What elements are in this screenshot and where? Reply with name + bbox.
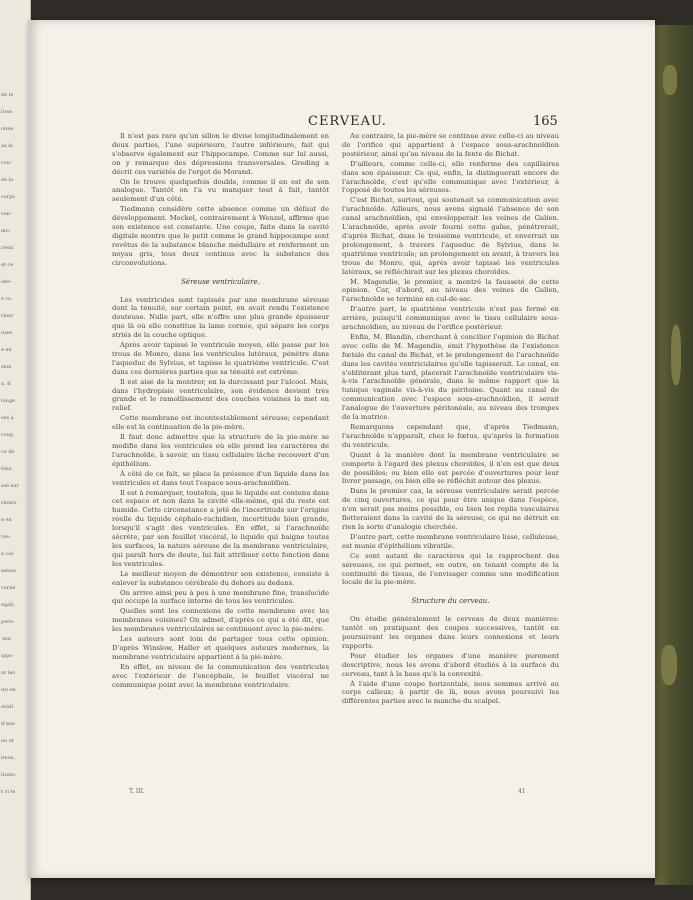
facing-page-fragment: ce de — [1, 449, 15, 455]
paragraph: Pour étudier les organes d'une manière purement descriptive, nous les avons d'abord étudiés à la surface du cerveau, tant à la base qu'à la convexité. — [342, 651, 559, 678]
paragraph: En effet, au niveau de la communication des ventricules avec l'extérieur de l'encéphale, le feuillet viscéral ne communique point avec la membrane ventriculaire. — [112, 662, 329, 689]
facing-page-fragment: longe — [1, 398, 15, 404]
facing-page-fragment: ire en — [1, 687, 16, 693]
facing-page-fragment: a. Il — [1, 381, 11, 387]
facing-page-fragment: lisses, — [1, 772, 17, 778]
facing-page-fragment: coup, — [1, 432, 15, 438]
facing-page-fragment: ssé sur — [1, 483, 19, 489]
facing-page-fragment: e en — [1, 517, 12, 523]
paragraph: Le meilleur moyen de démontrer son existence, consiste à enlever la substance cérébrale du dehors au dedans. — [112, 569, 329, 587]
facing-page-fragment: a cal- — [1, 551, 15, 557]
paragraph: Enfin, M. Blandin, cherchant à concilier l'opinion de Bichat avec celle de M. Magendie, émit l'hypothèse de l'existence fœtale du canal de Bichat, et le prolongement de l'arachnoïde dans les cavités ventriculaires qu'elle tapisserait. Le canal, en s'oblitérant plus tard, placerait l'arachnoïde ventriculaire vis-à-vis l'arachnoïde générale, dans le même rapport que la tunique vaginale vis-à-vis du péritoine. Quant au canal de communication avec l'espace sous-arachnoïdien, il serait l'analogue de l'ouverture péritonéale, au niveau des trompes de la matrice. — [342, 332, 559, 422]
facing-page-fragment: cou- — [1, 160, 12, 166]
section-heading: Séreuse ventriculaire. — [181, 277, 260, 286]
facing-page-fragment: res- — [1, 534, 11, 540]
facing-page-fragment: bles, — [1, 466, 13, 472]
paragraph: Au contraire, la pie-mère se continue avec celle-ci au niveau de l'orifice qui appartient à l'espace sous-arachnoïdien postérieur, ainsi qu'au niveau de la fente de Bichat. — [342, 132, 559, 158]
paragraph: Ce sont autant de caractères qui la rapprochent des séreuses, ce qui permet, en outre, en tenant compte de la continuité de tissus, de l'envisager comme une modification locale de la pie-mère. — [342, 551, 559, 587]
facing-page-fragment: e ro — [1, 296, 11, 302]
left-text-column — [112, 132, 329, 792]
right-text-column — [342, 132, 559, 792]
facing-page-fragment: iste- — [1, 279, 12, 285]
signature-number: 41 — [518, 788, 526, 795]
section-heading: Structure du cerveau. — [411, 597, 490, 606]
paragraph: On le trouve quelquefois double, comme il en est de son analogue. Tantôt on l'a vu manquer tout à fait, tantôt seulement d'un côté. — [112, 177, 329, 204]
paragraph: D'autre part, cette membrane ventriculaire lisse, celluleuse, est munie d'épithélium vibratile. — [342, 532, 559, 550]
paragraph: À l'aide d'une coupe horizontale, nous sommes arrivé au corps calleux; à partir de là, nous avons poursuivi les différentes parties avec le manche du scalpel. — [342, 679, 559, 706]
facing-page-fragment: ippo- — [1, 653, 14, 659]
facing-page-fragment: et ce — [1, 262, 14, 268]
paragraph: À côté de ce fait, se place la présence d'un liquide dans les ventricules et dans tout l'espace sous-arachnoïdien. — [112, 469, 329, 487]
paragraph: Quelles sont les connexions de cette membrane avec les membranes voisines? On admet, d'après ce qui a été dit, que les membranes ventriculaires se continuent avec la pie-mère. — [112, 607, 329, 634]
facing-page-fragment: de le — [1, 92, 14, 98]
facing-page-fragment: rieur — [1, 313, 14, 319]
facing-page-fragment: onne — [1, 126, 14, 132]
facing-page-fragment: ses à — [1, 415, 14, 421]
book-binding — [655, 25, 693, 885]
paragraph: Dans le premier cas, la séreuse ventriculaire serait percée de cinq ouvertures, ce qui pour être unique dans l'espèce, n'en serait pas moins possible, ou bien les replis vasculaires flotteraient dans la cavité de la séreuse, ce qui ne détruit en rien la sorte d'analogie cherchée. — [342, 487, 559, 531]
paragraph: On arrive ainsi peu à peu à une membrane fine, translucide qui occupe la surface interne de tous les ventricules. — [112, 588, 329, 606]
page-number: 165 — [533, 114, 558, 129]
facing-page-fragment: ée la — [1, 177, 14, 183]
facing-page-fragment: uses — [1, 330, 13, 336]
facing-page-edge — [0, 0, 31, 900]
facing-page-fragment: ar les — [1, 670, 16, 676]
facing-page-fragment: as la — [1, 143, 13, 149]
paragraph: On étudie généralement le cerveau de deux manières: tantôt en pratiquant des coupes successives, tantôt en poursuivant les organes dans leurs connexions et leurs rapports. — [342, 615, 559, 650]
paragraph: Tiedmann considère cette absence comme un défaut de développement. Meckel, contrairement à Wenzel, affirme que son existence est constante. Une coupe, faite dans la cavité digitale montre que le petit comme le grand hippocampe sont revêtus de la substance blanche médullaire et renferment un noyau gris, tous deux continus avec la substance des circonvolutions. — [112, 205, 329, 267]
facing-page-fragment: lisse — [1, 109, 13, 115]
paragraph: Après avoir tapissé le ventricule moyen, elle passe par les trous de Monro, dans les ventricules latéraux, pénètre dans l'aqueduc de Sylvius, et tapisse le quatrième ventricule. C'est dans ces dernières parties que sa ténuité est extrême. — [112, 341, 329, 376]
facing-page-fragment: d'une — [1, 721, 15, 727]
paragraph: Il est aisé de la montrer, en la durcissant par l'alcool. Mais, dans l'hydropisie ventriculaire, son évidence devient très grande et le ramollissement des couches voisines la met en relief. — [112, 377, 329, 413]
facing-page-fragment: avait — [1, 704, 14, 710]
facing-page-fragment: on et — [1, 738, 14, 744]
paragraph: Il est à remarquer, toutefois, que le liquide est contenu dans cet espace et non dans la cavité elle-même, qui du reste est humide. Cette circonstance a jeté de l'incertitude sur l'origine réelle du liquide céphalo-rachidien, incertitude bien grande, lorsqu'il s'agit des ventricules. En effet, si l'arachnoïde sécrète, par son feuillet viscéral, le liquide qui baigne toutes les surfaces, la nature séreuse de la membrane ventriculaire, qui paraît hors de doute, lui fait attribuer cette fonction dans les ventricules. — [112, 488, 329, 568]
paragraph: D'autre part, le quatrième ventricule n'est pas fermé en arrière, puisqu'il communique avec le tissu cellulaire sous-arachnoïdien, au niveau de l'orifice postérieur. — [342, 305, 559, 332]
facing-page-fragment: iteux, — [1, 755, 16, 761]
facing-page-fragment: neuse — [1, 568, 16, 574]
paragraph: Cette membrane est incontestablement séreuse; cependant elle est la continuation de la pie-mère. — [112, 414, 329, 432]
paragraph: Il n'est pas rare qu'un sillon le divise longitudinalement en deux parties, l'une supérieure, l'autre inférieure, fait qui s'observe également sur l'hippocampe. Comme sur lui aussi, on y remarque des dépressions transversales. Greding a décrit ces variétés de l'ergot de Morand. — [112, 132, 329, 176]
facing-page-fragment: pero- — [1, 619, 15, 625]
facing-page-fragment: rieure — [1, 500, 17, 506]
paragraph: C'est Bichat, surtout, qui soutenait sa communication avec l'arachnoïde. Ailleurs, nous avons signalé l'absence de son canal arachnoïdien, qui envelopperait les veines de Galien. L'arachnoïde, après avoir fourni cette gaîne, pénétrerait, d'après Bichat, dans le troisième ventricule, et enverrait un prolongement, à travers l'aqueduc de Sylvius, dans le quatrième ventricule; un prolongement en avant, à travers les trous de Monro, qui, après avoir tapissé les ventricules latéraux, se réfléchirait sur les plexus choroïdes. — [342, 196, 559, 276]
facing-page-fragment: mo- — [1, 228, 11, 234]
book-page — [28, 20, 655, 878]
paragraph: Il faut donc admettre que la structure de la pie-mère se modifie dans les ventricules où elle prend les caractères de l'arachnoïde, à savoir, un tissu cellulaire lâche recouvert d'un épithélium. — [112, 433, 329, 468]
facing-page-fragment: t vi le — [1, 789, 16, 795]
running-title: CERVEAU. — [308, 114, 387, 129]
paragraph: Les ventricules sont tapissés par une membrane séreuse dont la ténuité, sur certain point, en avait rendu l'existence douteuse. Nulle part, elle n'offre une plus grande épaisseur que là où elle constitue la lame cornée, qui sépare les corps striés de la couche optique. — [112, 295, 329, 340]
paragraph: D'ailleurs, comme celle-ci, elle renferme des capillaires dans son épaisseur. Ce qui, enfin, la distinguerait encore de l'arachnoïde, c'est qu'elle communique avec l'extérieur, à l'opposé de toutes les séreuses. — [342, 159, 559, 195]
facing-page-fragment: egali, — [1, 602, 15, 608]
paragraph: Les auteurs sont loin de partager tous cette opinion. D'après Winslow, Haller et quelques auteurs modernes, la membrane ventriculaire appartient à la pie-mère. — [112, 635, 329, 661]
volume-signature: T. III. — [129, 788, 145, 795]
facing-page-fragment: ,mu- — [1, 636, 13, 642]
paragraph: Quant à la manière dont la membrane ventriculaire se comporte à l'égard des plexus choroïdes, il n'en est que deux de possibles; ou bien elle est percée d'ouvertures pour leur livrer passage, ou bien elle se réfléchit autour des plexus. — [342, 450, 559, 486]
facing-page-fragment: corne — [1, 585, 16, 591]
facing-page-fragment: rieur, — [1, 245, 15, 251]
facing-page-fragment: sion — [1, 364, 12, 370]
page-header — [28, 114, 655, 134]
paragraph: M. Magendie, le premier, a montré la fausseté de cette opinion. Car, d'abord, au niveau des veines de Galien, l'arachnoïde se termine en cul-de-sac. — [342, 277, 559, 304]
facing-page-fragment: e en — [1, 347, 12, 353]
facing-page-fragment: ven- — [1, 211, 12, 217]
facing-page-fragment: corps — [1, 194, 15, 200]
paragraph: Remarquons cependant que, d'après Tiedmann, l'arachnoïde n'apparaît, chez le fœtus, qu'après la formation du ventricule. — [342, 423, 559, 449]
